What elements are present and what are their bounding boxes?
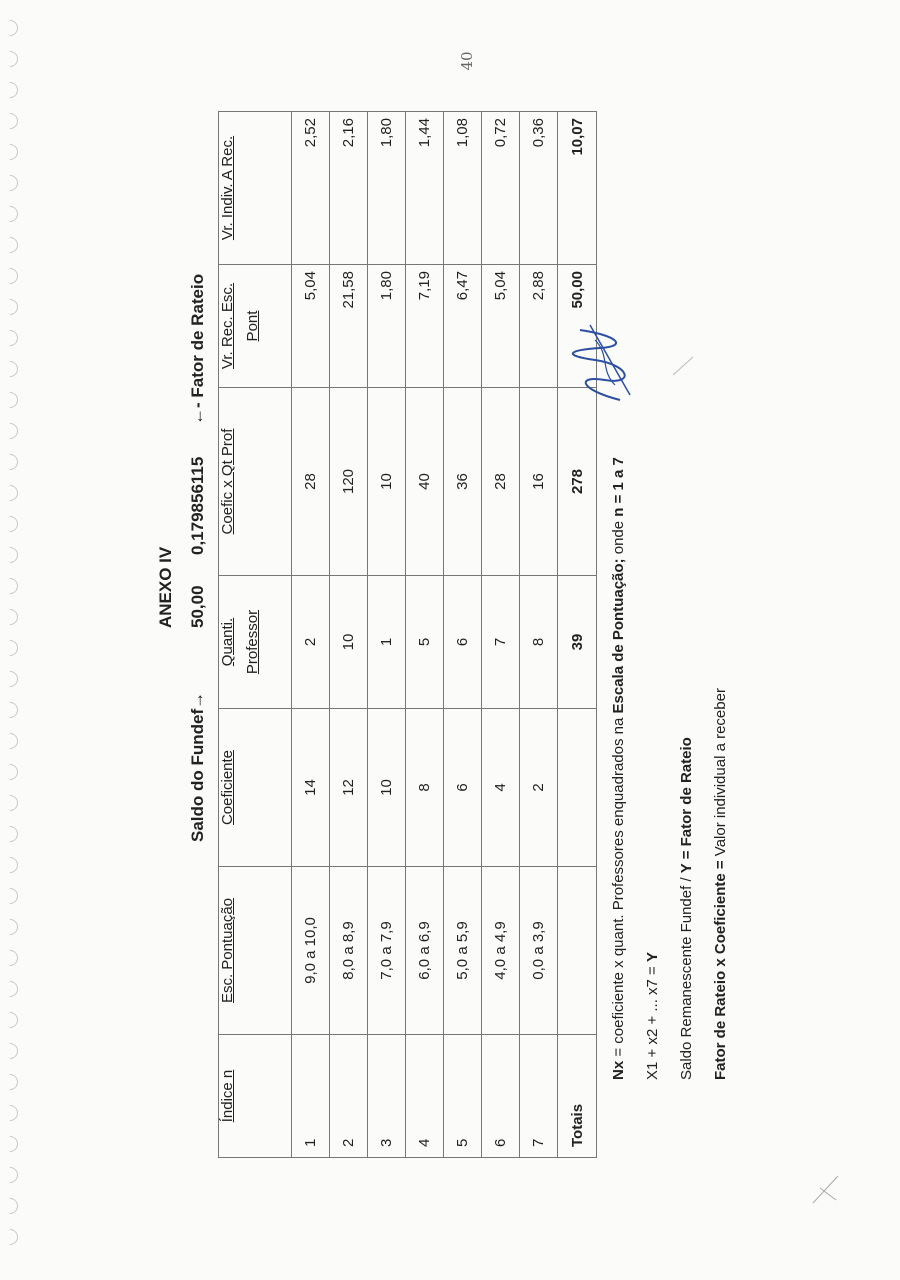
cell-vr-indiv: 2,52 (292, 112, 330, 265)
binder-hole (0, 17, 21, 40)
binder-hole (0, 358, 21, 381)
binder-hole (0, 141, 21, 164)
cell-coeficiente: 6 (444, 709, 482, 867)
cell-coeficiente: 14 (292, 709, 330, 867)
binder-hole (0, 327, 21, 350)
cell-quant-professor: 1 (368, 576, 406, 709)
cell-indice: 4 (406, 1035, 444, 1158)
cell-indice: 5 (444, 1035, 482, 1158)
cell-coefic-x-qt: 16 (520, 388, 558, 576)
cell-vr-rec-esc: 2,88 (520, 265, 558, 388)
table-row (368, 112, 406, 1158)
cell-indice: 6 (482, 1035, 520, 1158)
binder-hole (0, 916, 21, 939)
totals-vr-rec: 50,00 (558, 265, 597, 388)
note-line-2 (644, 457, 678, 1080)
cell-esc-pontuacao: 7,0 a 7,9 (368, 867, 406, 1035)
saldo-label: Saldo do Fundef→ (188, 691, 207, 842)
binder-hole (0, 513, 21, 536)
binder-hole (0, 854, 21, 877)
note-line-4 (712, 457, 746, 1080)
cell-quant-professor: 8 (520, 576, 558, 709)
cell-esc-pontuacao: 6,0 a 6,9 (406, 867, 444, 1035)
cell-coefic-x-qt: 28 (482, 388, 520, 576)
fator-value: 0,179856115 (188, 456, 207, 555)
binder-hole (0, 1009, 21, 1032)
cell-vr-indiv: 2,16 (330, 112, 368, 265)
cell-quant-professor: 10 (330, 576, 368, 709)
table-body (292, 112, 597, 1158)
note-2-term-y: Y (644, 951, 661, 962)
table-row (406, 112, 444, 1158)
binder-hole (0, 699, 21, 722)
table-row (444, 112, 482, 1158)
binder-hole (0, 575, 21, 598)
cell-vr-indiv: 1,80 (368, 112, 406, 265)
binder-hole (0, 1226, 21, 1249)
note-3-text: Saldo Remanescente Fundef / (678, 873, 695, 1080)
cell-quant-professor: 5 (406, 576, 444, 709)
binder-hole (0, 389, 21, 412)
cell-coeficiente: 10 (368, 709, 406, 867)
cell-indice: 2 (330, 1035, 368, 1158)
cell-coefic-x-qt: 28 (292, 388, 330, 576)
header-esc-pontuacao: Esc. Pontuação (219, 867, 292, 1035)
cell-coefic-x-qt: 10 (368, 388, 406, 576)
cell-vr-rec-esc: 5,04 (292, 265, 330, 388)
note-1-text-a: = coeficiente x quant. Professores enquadrados na (610, 713, 627, 1061)
table-row (482, 112, 520, 1158)
cell-vr-rec-esc: 1,80 (368, 265, 406, 388)
cell-esc-pontuacao: 4,0 a 4,9 (482, 867, 520, 1035)
totals-vr-indiv: 10,07 (558, 112, 597, 265)
pencil-mark-2 (668, 345, 708, 385)
table-header-row (219, 112, 292, 1158)
cell-esc-pontuacao: 0,0 a 3,9 (520, 867, 558, 1035)
note-line-1 (610, 457, 644, 1080)
binder-hole (0, 947, 21, 970)
cell-vr-indiv: 1,44 (406, 112, 444, 265)
handwritten-signature (560, 320, 650, 410)
header-coeficiente: Coeficiente (219, 709, 292, 867)
binder-hole (0, 792, 21, 815)
cell-quant-professor: 7 (482, 576, 520, 709)
note-1-text-b: onde (610, 516, 627, 559)
totals-label: Totais (558, 1035, 597, 1158)
header-quant-professor: Quanti. Professor (219, 576, 292, 709)
totals-quant: 39 (558, 576, 597, 709)
header-vr-rec-esc: Vr. Rec. Esc. Pont (219, 265, 292, 388)
binder-hole (0, 265, 21, 288)
saldo-value: 50,00 (188, 585, 207, 628)
binder-hole (0, 606, 21, 629)
cell-vr-indiv: 0,72 (482, 112, 520, 265)
binder-hole (0, 1195, 21, 1218)
note-1-term-n: n = 1 a 7 (610, 457, 627, 517)
binder-hole (0, 451, 21, 474)
binder-hole (0, 823, 21, 846)
note-3-term-fator: Y = Fator de Rateio (678, 737, 695, 874)
note-line-3 (678, 457, 712, 1080)
binder-hole (0, 1102, 21, 1125)
totals-esc (558, 867, 597, 1035)
note-4-text: Valor individual a receber (712, 688, 729, 861)
cell-esc-pontuacao: 9,0 a 10,0 (292, 867, 330, 1035)
cell-indice: 3 (368, 1035, 406, 1158)
header-vr-indiv: Vr. Indiv. A Rec. (219, 112, 292, 265)
binder-hole (0, 482, 21, 505)
binder-hole (0, 1071, 21, 1094)
binder-hole (0, 668, 21, 691)
page-number: 40 (458, 51, 476, 71)
cell-vr-indiv: 1,08 (444, 112, 482, 265)
table-row (330, 112, 368, 1158)
cell-coeficiente: 12 (330, 709, 368, 867)
table-row (292, 112, 330, 1158)
pencil-mark (808, 1168, 848, 1208)
binder-hole (0, 1164, 21, 1187)
cell-indice: 1 (292, 1035, 330, 1158)
cell-quant-professor: 2 (292, 576, 330, 709)
cell-coeficiente: 8 (406, 709, 444, 867)
cell-vr-rec-esc: 5,04 (482, 265, 520, 388)
note-1-term-nx: Nx (610, 1060, 627, 1080)
totals-coefic-x-qt: 278 (558, 388, 597, 576)
binder-hole (0, 234, 21, 257)
cell-esc-pontuacao: 8,0 a 8,9 (330, 867, 368, 1035)
binder-hole (0, 420, 21, 443)
header-coefic-x-qt: Coefic x Qt Prof (219, 388, 292, 576)
cell-coeficiente: 4 (482, 709, 520, 867)
binder-hole (0, 110, 21, 133)
notes-block (610, 457, 746, 1080)
binder-hole (0, 730, 21, 753)
cell-vr-rec-esc: 6,47 (444, 265, 482, 388)
rotated-page-content (90, 70, 870, 1210)
note-4-term-fator: Fator de Rateio x Coeficiente = (712, 860, 729, 1080)
header-block (152, 70, 222, 1210)
cell-esc-pontuacao: 5,0 a 5,9 (444, 867, 482, 1035)
binder-hole (0, 1133, 21, 1156)
binder-hole (0, 637, 21, 660)
binder-hole (0, 203, 21, 226)
cell-vr-rec-esc: 7,19 (406, 265, 444, 388)
binder-hole (0, 978, 21, 1001)
table-row (520, 112, 558, 1158)
cell-coefic-x-qt: 120 (330, 388, 368, 576)
binder-hole (0, 885, 21, 908)
binder-hole (0, 544, 21, 567)
header-indice: Índice n (219, 1035, 292, 1158)
binder-hole (0, 1040, 21, 1063)
cell-vr-indiv: 0,36 (520, 112, 558, 265)
binder-hole (0, 172, 21, 195)
binder-holes (0, 0, 22, 1280)
cell-coefic-x-qt: 36 (444, 388, 482, 576)
annex-title: ANEXO IV (156, 546, 175, 628)
binder-hole (0, 761, 21, 784)
cell-quant-professor: 6 (444, 576, 482, 709)
binder-hole (0, 296, 21, 319)
note-1-term-escala: Escala de Pontuação; (610, 558, 627, 714)
binder-hole (0, 79, 21, 102)
cell-vr-rec-esc: 21,58 (330, 265, 368, 388)
cell-coeficiente: 2 (520, 709, 558, 867)
rateio-table (218, 111, 597, 1158)
totals-row (558, 112, 597, 1158)
cell-indice: 7 (520, 1035, 558, 1158)
totals-coef (558, 709, 597, 867)
cell-coefic-x-qt: 40 (406, 388, 444, 576)
fator-label: ←- Fator de Rateio (188, 273, 207, 425)
binder-hole (0, 48, 21, 71)
note-2-text: X1 + x2 + ... x7 = (644, 962, 661, 1080)
